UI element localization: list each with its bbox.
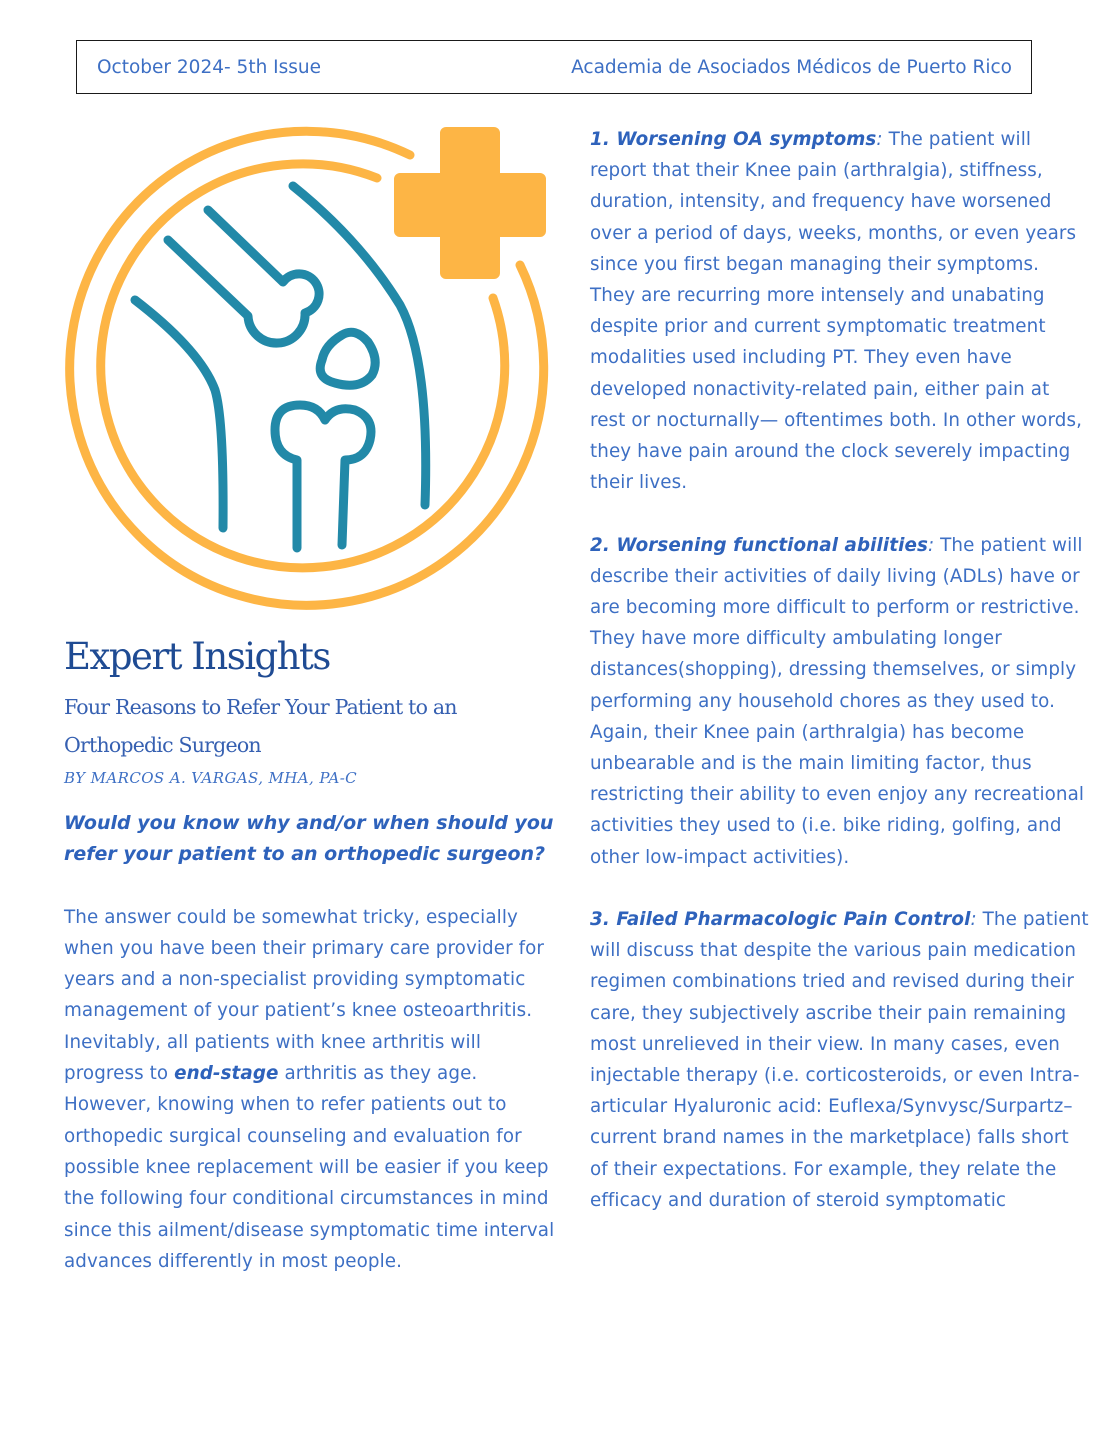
patella-bone — [320, 332, 375, 385]
knee-joint-medical-cross-icon — [60, 122, 556, 618]
intro-text-end: arthritis as they age. However, knowing when to refer patients out to orthopedic surgical counseling and evaluation for possible knee replacement will be easier if you keep the following four conditional circumstances in mind since this ailment/disease symptomatic time interval advances differently in most people. — [64, 1063, 555, 1272]
femur-bone — [168, 210, 319, 343]
intro-emphasis: end-stage — [174, 1063, 279, 1085]
reason-text: The patient will report that their Knee pain (arthralgia), stiffness, duration, intensity, and frequency have worsened over a period of days, weeks, months, or even years since you first began managing their symptoms. They are recurring more intensely and unabating despite prior and current symptomatic treatment modalities used including PT. They even have developed nonactivity-related pain, either pain at rest or nocturnally— oftentimes both. In other words, they have pain around the clock severely impacting their lives. — [590, 129, 1082, 494]
reason-paragraph: 1. Worsening OA symptoms: The patient will report that their Knee pain (arthralgia), stiffness, duration, intensity, and frequency have worsened over a period of days, weeks, months, or even years since you first began managing their symptoms. They are recurring more intensely and unabating despite prior and current symptomatic treatment modalities used including PT. They even have developed nonactivity-related pain, either pain at rest or nocturnally— oftentimes both. In other words, they have pain around the clock severely impacting their lives. — [590, 129, 1082, 494]
section-title: Expert Insights — [64, 635, 330, 678]
reason-text: The patient will discuss that despite the various pain medication regimen combinations tried and revised during their care, they subjectively ascribe their pain remaining most unrelieved in their view. In many cases, even injectable therapy (i.e. corticosteroids, or even Intra-articular Hyaluronic acid: Euflexa/Synvysc/Surpartz–current brand names in the marketplace) falls short of their expectations. For example, they relate the efficacy and duration of steroid symptomatic — [590, 909, 1089, 1211]
reason-paragraph: 2. Worsening functional abilities: The patient will describe their activities of daily living (ADLs) have or are becoming more difficult to perform or restrictive. They have more difficulty ambulating longer distances(shopping), dressing themselves, or simply performing any household chores as they used to. Again, their Knee pain (arthralgia) has become unbearable and is the main limiting factor, thus restricting their ability to even enjoy any recreational activities they used to (i.e. bike riding, golfing, and other low-impact activities). — [590, 534, 1085, 868]
tibia-bone — [275, 405, 371, 548]
intro-paragraph — [64, 902, 556, 1278]
reason-heading: 2. Worsening functional abilities — [590, 534, 928, 556]
reason-heading: 1. Worsening OA symptoms — [590, 129, 877, 150]
newsletter-header — [76, 40, 1032, 94]
medical-cross-icon — [394, 127, 546, 279]
reason-text: The patient will describe their activities of daily living (ADLs) have or are becoming more difficult to perform or restrictive. They have more difficulty ambulating longer distances(shopping), dressing themselves, or simply performing any household chores as they used to. Again, their Knee pain (arthralgia) has become unbearable and is the main limiting factor, thus restricting their ability to even enjoy any recreational activities they used to (i.e. bike riding, golfing, and other low-impact activities). — [590, 534, 1085, 868]
lead-question: Would you know why and/or when should you refer your patient to an orthopedic surgeon? — [64, 812, 554, 866]
article-intro — [64, 628, 556, 1277]
issue-label: October 2024- 5th Issue — [97, 56, 322, 78]
intro-text-start: The answer could be somewhat tricky, especially when you have been their primary care provider for years and a non-specialist providing symptomatic management of your patient’s knee osteoarthritis. Inevitably, all patients with knee arthritis will progress to — [64, 906, 545, 1085]
organization-name: Academia de Asociados Médicos de Puerto Rico — [571, 56, 1012, 78]
reason-heading: 3. Failed Pharmacologic Pain Control — [590, 909, 971, 931]
reason-paragraph: 3. Failed Pharmacologic Pain Control: The patient will discuss that despite the various pain medication regimen combinations tried and revised during their care, they subjectively ascribe their pain remaining most unrelieved in their view. In many cases, even injectable therapy (i.e. corticosteroids, or even Intra-articular Hyaluronic acid: Euflexa/Synvysc/Surpartz–current brand names in the marketplace) falls short of their expectations. For example, they relate the efficacy and duration of steroid symptomatic — [590, 909, 1089, 1211]
article-byline: BY MARCOS A. VARGAS, MHA, PA-C — [64, 769, 358, 787]
article-title: Four Reasons to Refer Your Patient to an Orthopedic Surgeon — [64, 695, 457, 757]
reasons-column — [590, 124, 1090, 1247]
